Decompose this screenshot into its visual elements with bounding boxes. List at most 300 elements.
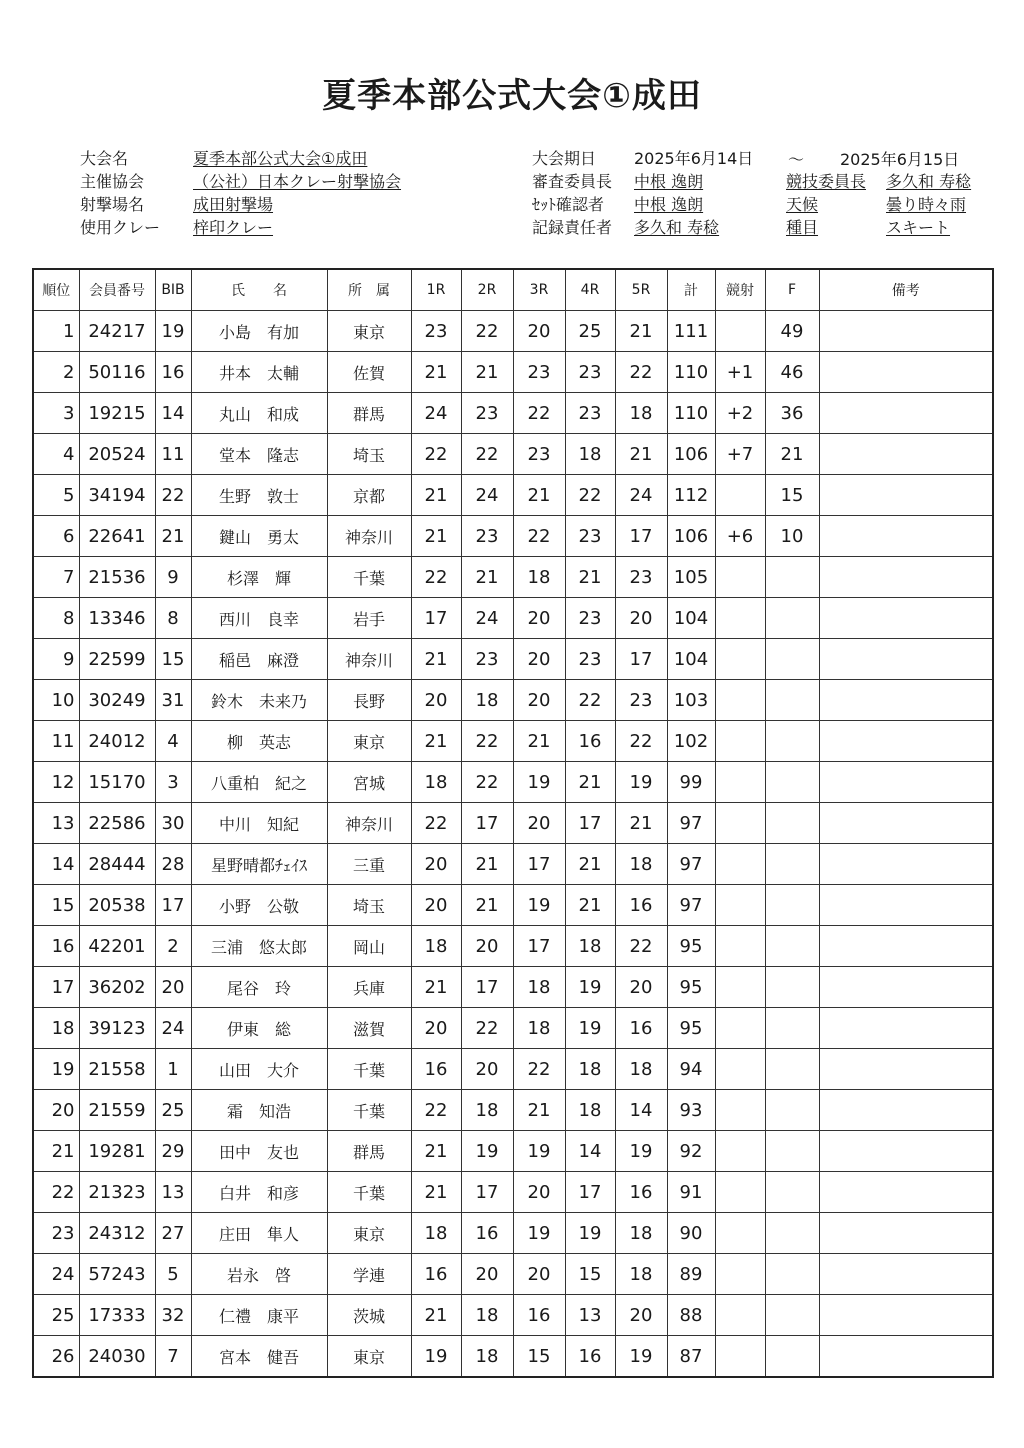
table-row bbox=[33, 1295, 993, 1336]
cell-round-2: 17 bbox=[461, 967, 513, 1008]
cell-remarks bbox=[819, 393, 993, 434]
cell-round-5: 16 bbox=[615, 885, 667, 926]
cell-round-5: 21 bbox=[615, 311, 667, 352]
cell-name: 鍵山 勇太 bbox=[191, 516, 327, 557]
cell-bib: 16 bbox=[155, 352, 191, 393]
cell-member-no: 13346 bbox=[79, 598, 155, 639]
cell-remarks bbox=[819, 803, 993, 844]
cell-round-5: 18 bbox=[615, 393, 667, 434]
table-row bbox=[33, 680, 993, 721]
cell-final bbox=[765, 557, 819, 598]
cell-total: 104 bbox=[667, 639, 715, 680]
cell-round-2: 22 bbox=[461, 721, 513, 762]
cell-remarks bbox=[819, 311, 993, 352]
cell-round-1: 20 bbox=[411, 885, 461, 926]
cell-bib: 4 bbox=[155, 721, 191, 762]
cell-shoot-off bbox=[715, 1336, 765, 1378]
cell-round-5: 22 bbox=[615, 352, 667, 393]
cell-name: 小島 有加 bbox=[191, 311, 327, 352]
info-label: 記録責任者 bbox=[532, 218, 613, 237]
cell-final: 21 bbox=[765, 434, 819, 475]
cell-shoot-off: +2 bbox=[715, 393, 765, 434]
cell-shoot-off bbox=[715, 926, 765, 967]
cell-total: 95 bbox=[667, 1008, 715, 1049]
info-value: 多久和 寿稔 bbox=[886, 172, 972, 191]
cell-final bbox=[765, 885, 819, 926]
cell-round-2: 24 bbox=[461, 475, 513, 516]
cell-round-3: 20 bbox=[513, 803, 565, 844]
column-header-shoot-off: 競射 bbox=[715, 269, 765, 311]
cell-round-1: 18 bbox=[411, 926, 461, 967]
column-header-remarks: 備考 bbox=[819, 269, 993, 311]
cell-round-3: 16 bbox=[513, 1295, 565, 1336]
cell-bib: 14 bbox=[155, 393, 191, 434]
cell-member-no: 34194 bbox=[79, 475, 155, 516]
cell-shoot-off bbox=[715, 1090, 765, 1131]
cell-total: 91 bbox=[667, 1172, 715, 1213]
cell-remarks bbox=[819, 1090, 993, 1131]
cell-name: 庄田 隼人 bbox=[191, 1213, 327, 1254]
cell-rank: 19 bbox=[33, 1049, 79, 1090]
cell-member-no: 42201 bbox=[79, 926, 155, 967]
cell-final: 49 bbox=[765, 311, 819, 352]
cell-remarks bbox=[819, 475, 993, 516]
cell-shoot-off bbox=[715, 311, 765, 352]
cell-round-1: 20 bbox=[411, 680, 461, 721]
info-value: 中根 逸朗 bbox=[634, 195, 704, 214]
cell-round-5: 18 bbox=[615, 1254, 667, 1295]
cell-round-2: 17 bbox=[461, 1172, 513, 1213]
column-header-round-4: 4R bbox=[565, 269, 615, 311]
cell-final bbox=[765, 967, 819, 1008]
cell-bib: 13 bbox=[155, 1172, 191, 1213]
cell-bib: 21 bbox=[155, 516, 191, 557]
table-row bbox=[33, 1131, 993, 1172]
cell-final bbox=[765, 1090, 819, 1131]
cell-round-4: 21 bbox=[565, 557, 615, 598]
cell-rank: 10 bbox=[33, 680, 79, 721]
cell-affiliation: 三重 bbox=[327, 844, 411, 885]
cell-rank: 2 bbox=[33, 352, 79, 393]
cell-affiliation: 東京 bbox=[327, 311, 411, 352]
cell-round-5: 16 bbox=[615, 1172, 667, 1213]
cell-bib: 22 bbox=[155, 475, 191, 516]
info-label: 審査委員長 bbox=[532, 172, 613, 191]
cell-round-1: 23 bbox=[411, 311, 461, 352]
cell-round-3: 23 bbox=[513, 434, 565, 475]
cell-round-5: 23 bbox=[615, 557, 667, 598]
cell-rank: 4 bbox=[33, 434, 79, 475]
cell-remarks bbox=[819, 516, 993, 557]
cell-rank: 23 bbox=[33, 1213, 79, 1254]
cell-total: 95 bbox=[667, 926, 715, 967]
cell-final bbox=[765, 1172, 819, 1213]
cell-rank: 22 bbox=[33, 1172, 79, 1213]
cell-round-4: 18 bbox=[565, 1090, 615, 1131]
cell-round-5: 19 bbox=[615, 762, 667, 803]
cell-round-1: 17 bbox=[411, 598, 461, 639]
cell-round-1: 21 bbox=[411, 352, 461, 393]
cell-round-2: 22 bbox=[461, 311, 513, 352]
cell-total: 112 bbox=[667, 475, 715, 516]
cell-bib: 15 bbox=[155, 639, 191, 680]
info-label: ｾｯﾄ確認者 bbox=[532, 195, 605, 214]
info-value: 多久和 寿稔 bbox=[634, 218, 720, 237]
cell-round-3: 17 bbox=[513, 844, 565, 885]
cell-round-1: 21 bbox=[411, 1172, 461, 1213]
cell-round-4: 19 bbox=[565, 1213, 615, 1254]
cell-rank: 21 bbox=[33, 1131, 79, 1172]
cell-final: 46 bbox=[765, 352, 819, 393]
cell-rank: 16 bbox=[33, 926, 79, 967]
cell-shoot-off bbox=[715, 1254, 765, 1295]
cell-member-no: 57243 bbox=[79, 1254, 155, 1295]
cell-rank: 7 bbox=[33, 557, 79, 598]
cell-remarks bbox=[819, 967, 993, 1008]
cell-member-no: 21558 bbox=[79, 1049, 155, 1090]
cell-member-no: 30249 bbox=[79, 680, 155, 721]
cell-member-no: 15170 bbox=[79, 762, 155, 803]
cell-round-1: 21 bbox=[411, 1131, 461, 1172]
info-row-clay bbox=[80, 216, 401, 239]
table-header-row bbox=[33, 269, 993, 311]
cell-affiliation: 宮城 bbox=[327, 762, 411, 803]
cell-affiliation: 群馬 bbox=[327, 1131, 411, 1172]
cell-affiliation: 千葉 bbox=[327, 1090, 411, 1131]
cell-round-4: 13 bbox=[565, 1295, 615, 1336]
cell-affiliation: 京都 bbox=[327, 475, 411, 516]
column-header-rank: 順位 bbox=[33, 269, 79, 311]
info-row-set-checker bbox=[532, 193, 753, 216]
cell-rank: 11 bbox=[33, 721, 79, 762]
cell-name: 鈴木 未来乃 bbox=[191, 680, 327, 721]
cell-affiliation: 滋賀 bbox=[327, 1008, 411, 1049]
cell-round-5: 19 bbox=[615, 1336, 667, 1378]
cell-round-3: 20 bbox=[513, 1254, 565, 1295]
cell-affiliation: 岡山 bbox=[327, 926, 411, 967]
cell-round-5: 18 bbox=[615, 844, 667, 885]
cell-remarks bbox=[819, 680, 993, 721]
cell-rank: 18 bbox=[33, 1008, 79, 1049]
cell-affiliation: 学連 bbox=[327, 1254, 411, 1295]
cell-round-4: 15 bbox=[565, 1254, 615, 1295]
column-header-bib: BIB bbox=[155, 269, 191, 311]
info-value: 曇り時々雨 bbox=[886, 195, 967, 214]
cell-bib: 28 bbox=[155, 844, 191, 885]
cell-remarks bbox=[819, 1049, 993, 1090]
column-header-round-3: 3R bbox=[513, 269, 565, 311]
cell-bib: 30 bbox=[155, 803, 191, 844]
cell-remarks bbox=[819, 557, 993, 598]
cell-remarks bbox=[819, 926, 993, 967]
cell-total: 97 bbox=[667, 844, 715, 885]
cell-round-3: 23 bbox=[513, 352, 565, 393]
cell-name: 井本 太輔 bbox=[191, 352, 327, 393]
cell-member-no: 20538 bbox=[79, 885, 155, 926]
cell-shoot-off bbox=[715, 967, 765, 1008]
cell-shoot-off bbox=[715, 762, 765, 803]
cell-total: 110 bbox=[667, 352, 715, 393]
cell-round-1: 21 bbox=[411, 967, 461, 1008]
cell-name: 田中 友也 bbox=[191, 1131, 327, 1172]
table-row bbox=[33, 639, 993, 680]
cell-round-2: 21 bbox=[461, 885, 513, 926]
cell-round-2: 23 bbox=[461, 516, 513, 557]
cell-bib: 5 bbox=[155, 1254, 191, 1295]
info-value: 梓印クレー bbox=[193, 218, 274, 237]
cell-final bbox=[765, 762, 819, 803]
cell-bib: 17 bbox=[155, 885, 191, 926]
cell-round-3: 18 bbox=[513, 1008, 565, 1049]
cell-final: 15 bbox=[765, 475, 819, 516]
cell-round-1: 21 bbox=[411, 475, 461, 516]
cell-round-4: 23 bbox=[565, 639, 615, 680]
cell-bib: 8 bbox=[155, 598, 191, 639]
cell-round-4: 25 bbox=[565, 311, 615, 352]
cell-round-5: 21 bbox=[615, 803, 667, 844]
table-row bbox=[33, 598, 993, 639]
cell-affiliation: 東京 bbox=[327, 721, 411, 762]
cell-final bbox=[765, 1336, 819, 1378]
cell-total: 103 bbox=[667, 680, 715, 721]
table-row bbox=[33, 1336, 993, 1378]
table-row bbox=[33, 803, 993, 844]
cell-name: 宮本 健吾 bbox=[191, 1336, 327, 1378]
cell-name: 白井 和彦 bbox=[191, 1172, 327, 1213]
cell-shoot-off bbox=[715, 803, 765, 844]
cell-round-3: 21 bbox=[513, 475, 565, 516]
cell-round-1: 16 bbox=[411, 1049, 461, 1090]
cell-remarks bbox=[819, 1213, 993, 1254]
cell-shoot-off bbox=[715, 721, 765, 762]
cell-round-5: 17 bbox=[615, 516, 667, 557]
cell-bib: 32 bbox=[155, 1295, 191, 1336]
cell-member-no: 50116 bbox=[79, 352, 155, 393]
cell-total: 99 bbox=[667, 762, 715, 803]
cell-round-3: 20 bbox=[513, 1172, 565, 1213]
cell-member-no: 24030 bbox=[79, 1336, 155, 1378]
cell-final bbox=[765, 1295, 819, 1336]
cell-affiliation: 東京 bbox=[327, 1336, 411, 1378]
cell-round-4: 23 bbox=[565, 598, 615, 639]
cell-final bbox=[765, 844, 819, 885]
info-row-range bbox=[80, 193, 401, 216]
cell-bib: 31 bbox=[155, 680, 191, 721]
cell-name: 尾谷 玲 bbox=[191, 967, 327, 1008]
cell-round-1: 21 bbox=[411, 1295, 461, 1336]
cell-remarks bbox=[819, 762, 993, 803]
cell-name: 生野 敦士 bbox=[191, 475, 327, 516]
cell-round-2: 19 bbox=[461, 1131, 513, 1172]
info-mid-block bbox=[532, 147, 753, 239]
table-body bbox=[33, 311, 993, 1378]
cell-shoot-off bbox=[715, 1172, 765, 1213]
table-row bbox=[33, 434, 993, 475]
table-row bbox=[33, 352, 993, 393]
cell-round-3: 20 bbox=[513, 639, 565, 680]
cell-round-4: 23 bbox=[565, 516, 615, 557]
cell-round-3: 20 bbox=[513, 598, 565, 639]
cell-total: 106 bbox=[667, 516, 715, 557]
cell-remarks bbox=[819, 1336, 993, 1378]
cell-total: 94 bbox=[667, 1049, 715, 1090]
cell-round-4: 18 bbox=[565, 926, 615, 967]
cell-name: 柳 英志 bbox=[191, 721, 327, 762]
info-label: 射撃場名 bbox=[80, 195, 145, 214]
table-row bbox=[33, 967, 993, 1008]
cell-round-5: 22 bbox=[615, 721, 667, 762]
cell-bib: 25 bbox=[155, 1090, 191, 1131]
cell-round-4: 21 bbox=[565, 885, 615, 926]
info-row-tournament bbox=[80, 147, 401, 170]
cell-affiliation: 岩手 bbox=[327, 598, 411, 639]
cell-round-3: 15 bbox=[513, 1336, 565, 1378]
cell-final bbox=[765, 1049, 819, 1090]
cell-round-4: 21 bbox=[565, 762, 615, 803]
cell-shoot-off bbox=[715, 639, 765, 680]
cell-remarks bbox=[819, 434, 993, 475]
cell-round-2: 23 bbox=[461, 393, 513, 434]
cell-round-2: 17 bbox=[461, 803, 513, 844]
info-row-event bbox=[786, 216, 971, 239]
cell-bib: 3 bbox=[155, 762, 191, 803]
cell-member-no: 24217 bbox=[79, 311, 155, 352]
cell-final bbox=[765, 1254, 819, 1295]
table-row bbox=[33, 311, 993, 352]
cell-total: 110 bbox=[667, 393, 715, 434]
cell-round-5: 24 bbox=[615, 475, 667, 516]
cell-name: 霜 知浩 bbox=[191, 1090, 327, 1131]
cell-name: 堂本 隆志 bbox=[191, 434, 327, 475]
cell-shoot-off bbox=[715, 844, 765, 885]
cell-round-2: 21 bbox=[461, 844, 513, 885]
cell-round-1: 24 bbox=[411, 393, 461, 434]
cell-rank: 12 bbox=[33, 762, 79, 803]
cell-round-5: 19 bbox=[615, 1131, 667, 1172]
info-left-block bbox=[80, 147, 401, 239]
cell-round-2: 18 bbox=[461, 1090, 513, 1131]
cell-round-3: 22 bbox=[513, 1049, 565, 1090]
cell-member-no: 21559 bbox=[79, 1090, 155, 1131]
cell-round-1: 16 bbox=[411, 1254, 461, 1295]
date-end: 2025年6月15日 bbox=[840, 150, 960, 169]
info-value: 中根 逸朗 bbox=[634, 172, 704, 191]
cell-rank: 17 bbox=[33, 967, 79, 1008]
cell-member-no: 36202 bbox=[79, 967, 155, 1008]
cell-affiliation: 千葉 bbox=[327, 557, 411, 598]
table-row bbox=[33, 516, 993, 557]
cell-affiliation: 兵庫 bbox=[327, 967, 411, 1008]
cell-round-2: 21 bbox=[461, 352, 513, 393]
cell-total: 105 bbox=[667, 557, 715, 598]
table-row bbox=[33, 1254, 993, 1295]
cell-final: 10 bbox=[765, 516, 819, 557]
info-label: 大会名 bbox=[80, 149, 129, 168]
cell-round-4: 17 bbox=[565, 1172, 615, 1213]
column-header-round-5: 5R bbox=[615, 269, 667, 311]
cell-round-5: 20 bbox=[615, 598, 667, 639]
cell-bib: 1 bbox=[155, 1049, 191, 1090]
cell-member-no: 24012 bbox=[79, 721, 155, 762]
cell-round-2: 20 bbox=[461, 1254, 513, 1295]
cell-bib: 11 bbox=[155, 434, 191, 475]
cell-member-no: 21536 bbox=[79, 557, 155, 598]
info-row-weather bbox=[786, 193, 971, 216]
cell-remarks bbox=[819, 1172, 993, 1213]
cell-round-1: 21 bbox=[411, 639, 461, 680]
cell-round-5: 23 bbox=[615, 680, 667, 721]
cell-final: 36 bbox=[765, 393, 819, 434]
cell-member-no: 24312 bbox=[79, 1213, 155, 1254]
table-row bbox=[33, 1172, 993, 1213]
cell-round-3: 18 bbox=[513, 557, 565, 598]
info-row-competition-chair bbox=[786, 170, 971, 193]
table-row bbox=[33, 1213, 993, 1254]
cell-name: 杉澤 輝 bbox=[191, 557, 327, 598]
cell-rank: 25 bbox=[33, 1295, 79, 1336]
cell-round-4: 19 bbox=[565, 967, 615, 1008]
cell-remarks bbox=[819, 1295, 993, 1336]
info-value: 成田射撃場 bbox=[193, 195, 274, 214]
cell-member-no: 39123 bbox=[79, 1008, 155, 1049]
table-row bbox=[33, 1008, 993, 1049]
cell-shoot-off bbox=[715, 680, 765, 721]
cell-total: 90 bbox=[667, 1213, 715, 1254]
cell-final bbox=[765, 1213, 819, 1254]
cell-round-3: 22 bbox=[513, 393, 565, 434]
cell-round-4: 21 bbox=[565, 844, 615, 885]
cell-total: 88 bbox=[667, 1295, 715, 1336]
info-label: 大会期日 bbox=[532, 149, 597, 168]
cell-rank: 13 bbox=[33, 803, 79, 844]
cell-affiliation: 東京 bbox=[327, 1213, 411, 1254]
cell-round-1: 19 bbox=[411, 1336, 461, 1378]
page-title: 夏季本部公式大会①成田 bbox=[322, 76, 702, 116]
cell-name: 岩永 啓 bbox=[191, 1254, 327, 1295]
table-row bbox=[33, 721, 993, 762]
cell-bib: 2 bbox=[155, 926, 191, 967]
cell-rank: 1 bbox=[33, 311, 79, 352]
cell-bib: 20 bbox=[155, 967, 191, 1008]
cell-round-2: 18 bbox=[461, 1336, 513, 1378]
cell-remarks bbox=[819, 1254, 993, 1295]
cell-member-no: 19215 bbox=[79, 393, 155, 434]
cell-round-5: 18 bbox=[615, 1049, 667, 1090]
cell-round-5: 21 bbox=[615, 434, 667, 475]
cell-round-1: 22 bbox=[411, 434, 461, 475]
cell-round-1: 18 bbox=[411, 762, 461, 803]
cell-round-3: 21 bbox=[513, 1090, 565, 1131]
cell-remarks bbox=[819, 1131, 993, 1172]
table-row bbox=[33, 475, 993, 516]
date-separator: ～ bbox=[788, 150, 805, 169]
cell-member-no: 22599 bbox=[79, 639, 155, 680]
cell-affiliation: 茨城 bbox=[327, 1295, 411, 1336]
cell-shoot-off bbox=[715, 1213, 765, 1254]
cell-round-3: 19 bbox=[513, 1131, 565, 1172]
cell-affiliation: 長野 bbox=[327, 680, 411, 721]
cell-shoot-off bbox=[715, 885, 765, 926]
cell-round-4: 14 bbox=[565, 1131, 615, 1172]
cell-round-2: 22 bbox=[461, 1008, 513, 1049]
cell-shoot-off bbox=[715, 1008, 765, 1049]
table-row bbox=[33, 1049, 993, 1090]
cell-total: 102 bbox=[667, 721, 715, 762]
table-row bbox=[33, 762, 993, 803]
cell-round-4: 22 bbox=[565, 475, 615, 516]
cell-member-no: 22641 bbox=[79, 516, 155, 557]
column-header-final: F bbox=[765, 269, 819, 311]
